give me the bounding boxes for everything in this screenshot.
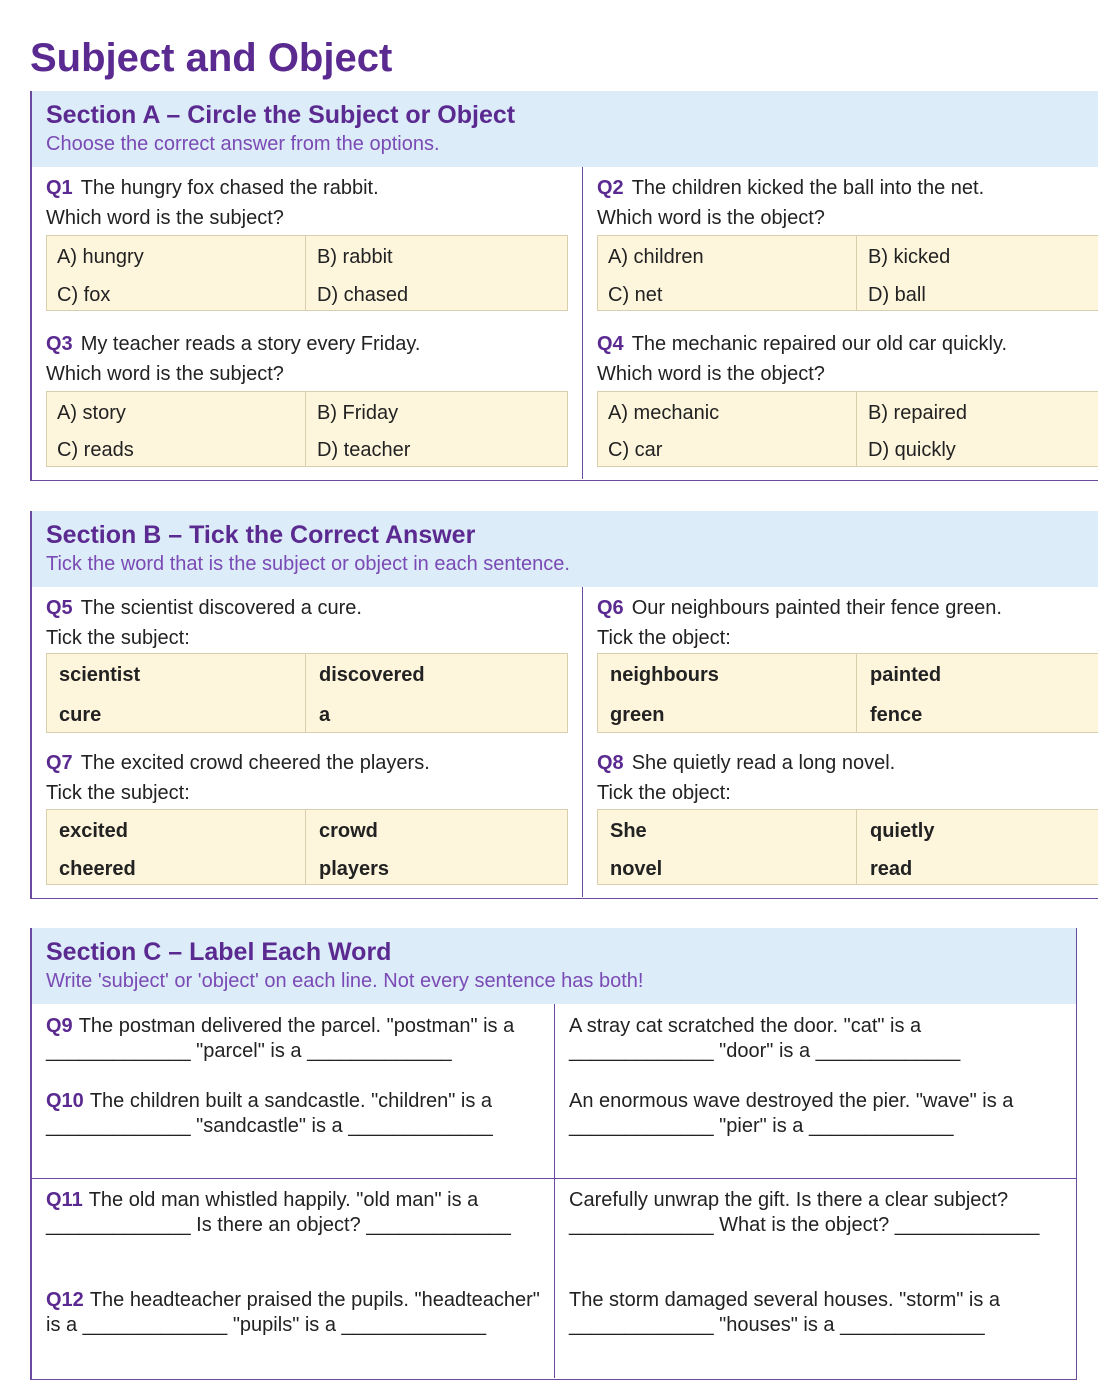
option-b[interactable]: B) repaired (868, 402, 967, 424)
label-question-q10-right (569, 1089, 1069, 1139)
question-q3 (46, 329, 568, 389)
label-question-q11 (46, 1188, 542, 1238)
tick-option[interactable]: She (610, 820, 647, 842)
section-b-grid (32, 587, 1098, 897)
question-q1 (46, 173, 568, 233)
options-q3 (46, 391, 568, 467)
options-q1 (46, 235, 568, 311)
question-prompt: Tick the object: (597, 782, 731, 804)
column-divider (582, 587, 583, 897)
question-text[interactable]: The postman delivered the parcel. "postman" is a _____________ "parcel" is a _____________ (46, 1015, 515, 1062)
question-prompt: Tick the subject: (46, 782, 190, 804)
section-b (30, 511, 1098, 899)
question-number: Q10 (46, 1090, 84, 1112)
question-q8 (597, 748, 1097, 808)
tick-option[interactable]: players (319, 858, 390, 880)
label-question-q9 (46, 1014, 542, 1064)
question-q5 (46, 593, 568, 653)
tick-option[interactable]: excited (59, 820, 128, 842)
option-b[interactable]: B) rabbit (317, 246, 393, 268)
question-sentence: The mechanic repaired our old car quickly. (631, 333, 1008, 355)
question-number: Q11 (46, 1189, 83, 1211)
section-a (30, 91, 1098, 481)
question-text[interactable]: A stray cat scratched the door. "cat" is a _____________ "door" is a _____________ (569, 1015, 961, 1062)
options-q7 (46, 809, 568, 885)
section-c-subtitle: Write 'subject' or 'object' on each line. Not every sentence has both! (46, 970, 644, 992)
question-text[interactable]: The headteacher praised the pupils. "headteacher" is a _____________ "pupils" is a _____________ (46, 1289, 540, 1336)
question-sentence: The scientist discovered a cure. (80, 597, 362, 619)
option-a[interactable]: A) hungry (57, 246, 144, 268)
question-prompt: Tick the subject: (46, 627, 190, 649)
label-question-q10 (46, 1089, 542, 1139)
option-a[interactable]: A) children (608, 246, 704, 268)
question-text[interactable]: Carefully unwrap the gift. Is there a clear subject? _____________ What is the object? _____________ (569, 1189, 1040, 1236)
tick-option[interactable]: scientist (59, 664, 141, 686)
question-text[interactable]: The children built a sandcastle. "children" is a _____________ "sandcastle" is a _____________ (46, 1090, 493, 1137)
question-sentence: My teacher reads a story every Friday. (80, 333, 421, 355)
tick-option[interactable]: fence (870, 704, 923, 726)
options-q6 (597, 653, 1098, 733)
option-c[interactable]: C) car (608, 439, 663, 461)
label-question-q9-right (569, 1014, 1069, 1064)
section-c-grid (32, 1004, 1076, 1378)
section-b-header (32, 511, 1098, 587)
tick-option[interactable]: cheered (59, 858, 136, 880)
question-number: Q2 (597, 177, 624, 199)
option-d[interactable]: D) ball (868, 284, 926, 306)
question-text[interactable]: An enormous wave destroyed the pier. "wave" is a _____________ "pier" is a _____________ (569, 1090, 1014, 1137)
label-question-q12-right (569, 1288, 1069, 1338)
question-prompt: Which word is the subject? (46, 363, 284, 385)
tick-option[interactable]: quietly (870, 820, 935, 842)
option-d[interactable]: D) quickly (868, 439, 956, 461)
option-b[interactable]: B) Friday (317, 402, 399, 424)
question-text[interactable]: The old man whistled happily. "old man" is a _____________ Is there an object? _____________ (46, 1189, 511, 1236)
question-number: Q5 (46, 597, 73, 619)
question-q2 (597, 173, 1097, 233)
tick-option[interactable]: cure (59, 704, 102, 726)
section-b-subtitle: Tick the word that is the subject or object in each sentence. (46, 553, 570, 575)
tick-option[interactable]: novel (610, 858, 663, 880)
question-sentence: The excited crowd cheered the players. (80, 752, 430, 774)
column-divider (554, 1004, 555, 1378)
option-c[interactable]: C) fox (57, 284, 111, 306)
tick-option[interactable]: painted (870, 664, 942, 686)
question-text[interactable]: The storm damaged several houses. "storm" is a _____________ "houses" is a _____________ (569, 1289, 1001, 1336)
tick-option[interactable]: crowd (319, 820, 378, 842)
question-prompt: Which word is the subject? (46, 207, 284, 229)
label-question-q11-right (569, 1188, 1069, 1238)
section-a-header (32, 91, 1098, 167)
question-prompt: Which word is the object? (597, 363, 825, 385)
label-question-q12 (46, 1288, 542, 1338)
question-q4 (597, 329, 1097, 389)
section-c-title: Section C – Label Each Word (46, 938, 392, 966)
question-number: Q3 (46, 333, 73, 355)
question-sentence: The children kicked the ball into the net. (631, 177, 985, 199)
question-number: Q8 (597, 752, 624, 774)
question-sentence: She quietly read a long novel. (631, 752, 896, 774)
tick-option[interactable]: read (870, 858, 913, 880)
column-divider (582, 167, 583, 479)
question-number: Q6 (597, 597, 624, 619)
options-q4 (597, 391, 1098, 467)
section-c (30, 928, 1077, 1380)
option-c[interactable]: C) reads (57, 439, 134, 461)
question-number: Q9 (46, 1015, 73, 1037)
question-q7 (46, 748, 568, 808)
option-a[interactable]: A) story (57, 402, 126, 424)
options-q5 (46, 653, 568, 733)
question-number: Q1 (46, 177, 73, 199)
question-number: Q12 (46, 1289, 84, 1311)
question-q6 (597, 593, 1097, 653)
option-b[interactable]: B) kicked (868, 246, 951, 268)
question-sentence: The hungry fox chased the rabbit. (80, 177, 379, 199)
question-number: Q4 (597, 333, 624, 355)
section-b-title: Section B – Tick the Correct Answer (46, 521, 476, 549)
question-prompt: Which word is the object? (597, 207, 825, 229)
question-sentence: Our neighbours painted their fence green. (631, 597, 1002, 619)
option-c[interactable]: C) net (608, 284, 663, 306)
option-a[interactable]: A) mechanic (608, 402, 720, 424)
tick-option[interactable]: a (319, 704, 331, 726)
page-title: Subject and Object (30, 36, 393, 80)
section-a-grid (32, 167, 1098, 479)
section-a-subtitle: Choose the correct answer from the options. (46, 133, 440, 155)
question-prompt: Tick the object: (597, 627, 731, 649)
question-number: Q7 (46, 752, 73, 774)
tick-option[interactable]: neighbours (610, 664, 719, 686)
section-c-header (32, 928, 1076, 1004)
tick-option[interactable]: green (610, 704, 665, 726)
options-q2 (597, 235, 1098, 311)
section-a-title: Section A – Circle the Subject or Object (46, 101, 516, 129)
option-d[interactable]: D) chased (317, 284, 409, 306)
tick-option[interactable]: discovered (319, 664, 425, 686)
options-q8 (597, 809, 1098, 885)
option-d[interactable]: D) teacher (317, 439, 411, 461)
